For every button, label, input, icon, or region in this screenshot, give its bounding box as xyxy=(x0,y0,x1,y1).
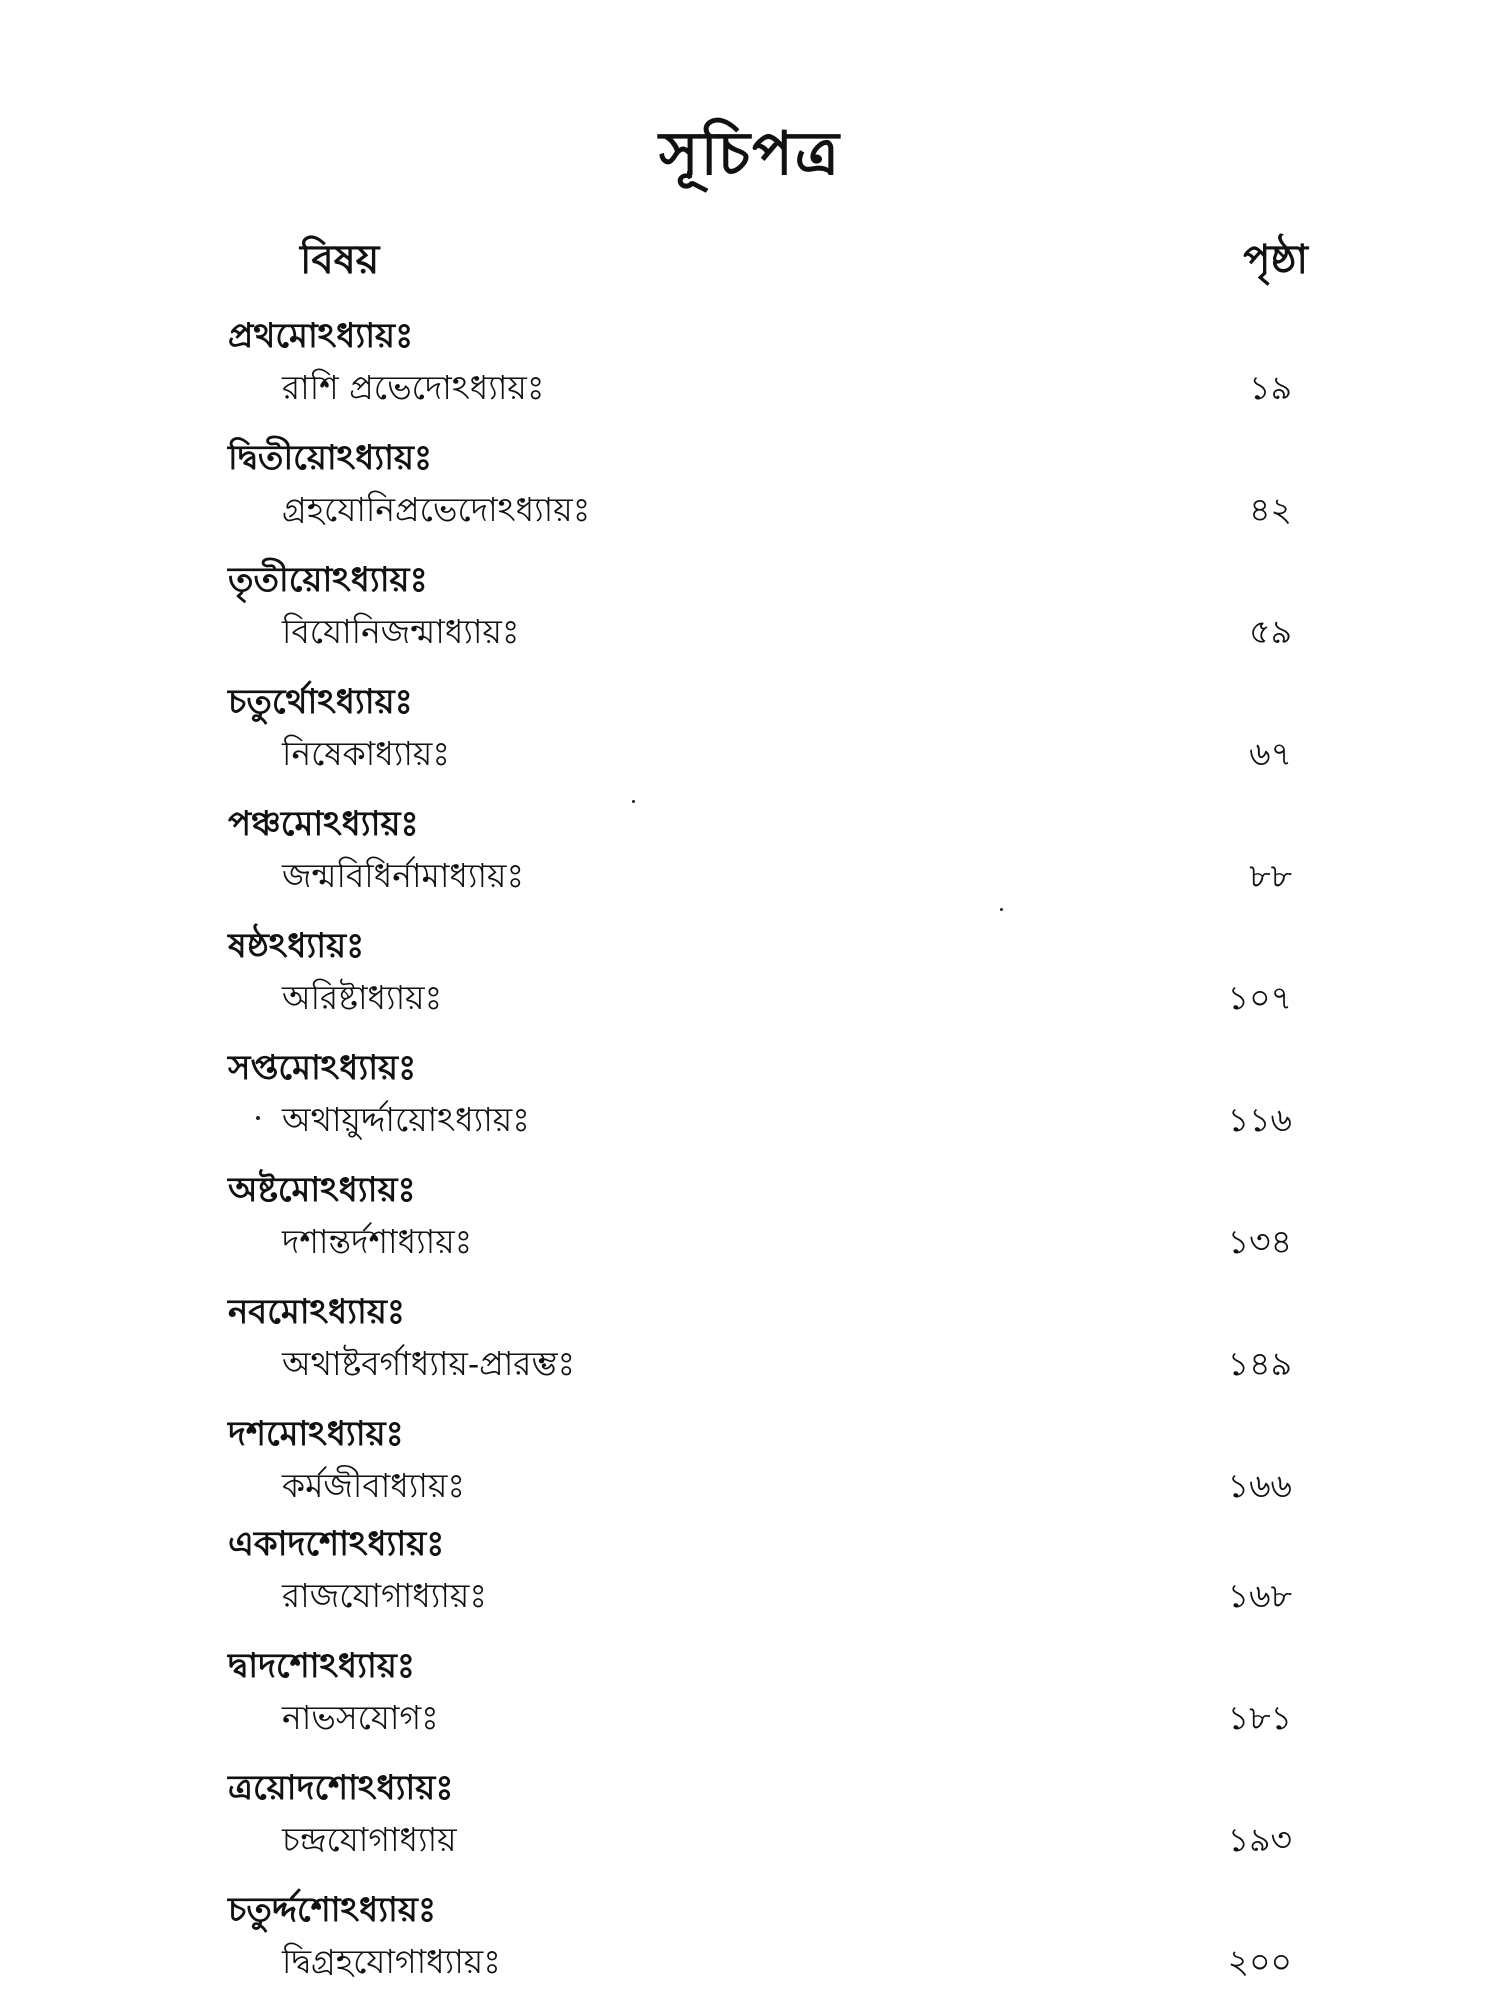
section-title: বিযোনিজন্মাধ্যায়ঃ xyxy=(282,612,520,651)
chapter-heading: দ্বাদশোঽধ্যায়ঃ xyxy=(228,1646,415,1686)
chapter-heading: দ্বিতীয়োঽধ্যায়ঃ xyxy=(228,438,433,478)
section-title: রাজযোগাধ্যায়ঃ xyxy=(282,1576,487,1615)
chapter-heading: প্রথমোঽধ্যায়ঃ xyxy=(228,316,414,356)
section-title: নিষেকাধ্যায়ঃ xyxy=(282,734,450,773)
subject-column-header: বিষয় xyxy=(300,236,380,283)
section-title: অথাষ্টবর্গাধ্যায়-প্রারম্ভঃ xyxy=(282,1344,576,1383)
chapter-heading: ষষ্ঠঽধ্যায়ঃ xyxy=(228,926,365,966)
page-number: ১৩৪ xyxy=(1227,1222,1292,1261)
chapter-heading: অষ্টমোঽধ্যায়ঃ xyxy=(228,1170,416,1210)
scan-speck xyxy=(256,1116,260,1120)
chapter-heading: সপ্তমোঽধ্যায়ঃ xyxy=(228,1048,417,1088)
chapter-heading: চতুর্থোঽধ্যায়ঃ xyxy=(228,682,413,722)
page-number: ১৮১ xyxy=(1227,1698,1292,1737)
chapter-heading: চতুর্দ্দশোঽধ্যায়ঃ xyxy=(228,1890,437,1930)
page-number: ১৯৩ xyxy=(1227,1820,1292,1859)
page-number: ৫৯ xyxy=(1249,612,1292,651)
chapter-heading: একাদশোঽধ্যায়ঃ xyxy=(228,1524,445,1564)
section-title: কর্মজীবাধ্যায়ঃ xyxy=(282,1466,465,1505)
page-number: ৬৭ xyxy=(1249,734,1292,773)
chapter-heading: ত্রয়োদশোঽধ্যায়ঃ xyxy=(228,1768,454,1808)
section-title: চন্দ্রযোগাধ্যায় xyxy=(282,1820,457,1859)
section-title: দশান্তর্দশাধ্যায়ঃ xyxy=(282,1222,473,1261)
page-number: ১০৭ xyxy=(1227,978,1292,1017)
scan-speck xyxy=(632,800,635,803)
page-number: ১৪৯ xyxy=(1227,1344,1292,1383)
section-title: অথায়ুর্দ্দায়োঽধ্যায়ঃ xyxy=(282,1100,530,1139)
page-number: ৪২ xyxy=(1249,490,1292,529)
chapter-heading: দশমোঽধ্যায়ঃ xyxy=(228,1414,404,1454)
section-title: নাভসযোগঃ xyxy=(282,1698,439,1737)
scan-speck xyxy=(1000,908,1003,911)
chapter-heading: নবমোঽধ্যায়ঃ xyxy=(228,1292,406,1332)
page-title: সূচিপত্র xyxy=(659,119,841,189)
chapter-heading: পঞ্চমোঽধ্যায়ঃ xyxy=(228,804,419,844)
page-number: ২০০ xyxy=(1227,1942,1292,1981)
page-number: ১১৬ xyxy=(1227,1100,1292,1139)
page-column-header: পৃষ্ঠা xyxy=(1243,236,1308,283)
page-number: ১৯ xyxy=(1249,368,1292,407)
section-title: গ্রহযোনিপ্রভেদোঽধ্যায়ঃ xyxy=(282,490,591,529)
chapter-heading: তৃতীয়োঽধ্যায়ঃ xyxy=(228,560,428,600)
section-title: দ্বিগ্রহযোগাধ্যায়ঃ xyxy=(282,1942,501,1981)
section-title: জন্মবিধির্নামাধ্যায়ঃ xyxy=(282,856,525,895)
page-number: ১৬৮ xyxy=(1227,1576,1292,1615)
section-title: রাশি প্রভেদোঽধ্যায়ঃ xyxy=(282,368,545,407)
section-title: অরিষ্টাধ্যায়ঃ xyxy=(282,978,443,1017)
page-number: ১৬৬ xyxy=(1227,1466,1292,1505)
page-number: ৮৮ xyxy=(1249,856,1292,895)
